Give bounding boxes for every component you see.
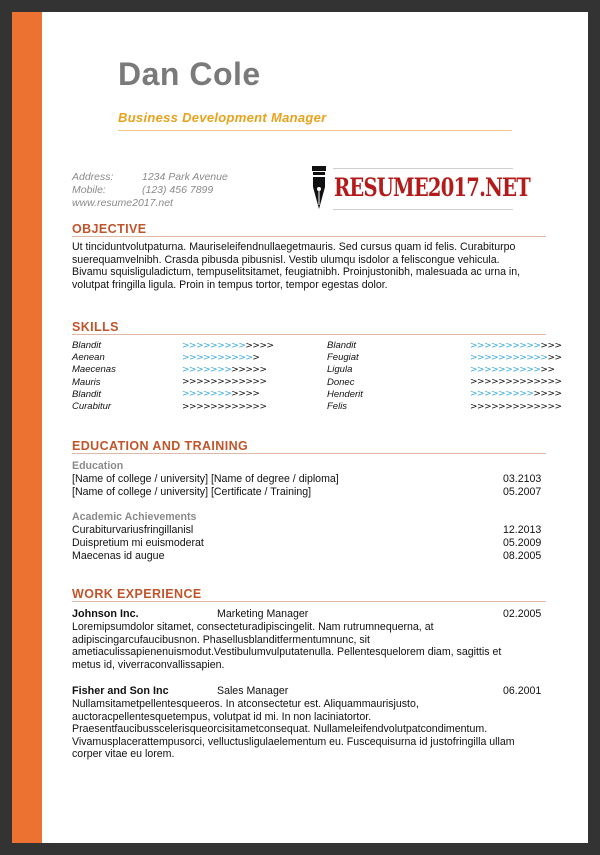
education-divider xyxy=(72,453,546,454)
candidate-name: Dan Cole xyxy=(118,56,261,92)
job-date: 06.2001 xyxy=(503,685,542,697)
objective-line: suerequamvelnibh. Crasda pibusda pibusnisl. Vestib ulumqu isdolor a feliscongue vehicula. xyxy=(72,253,500,266)
achievement-date: 05.2009 xyxy=(503,537,542,549)
job-company: Johnson Inc. xyxy=(72,608,139,620)
achievement-entry: Curabiturvariusfringillanisl xyxy=(72,524,194,536)
skill-level-arrows: >>>>>>>>>>>> xyxy=(470,364,555,375)
logo-text: RESUME2017.NET xyxy=(334,173,530,202)
objective-divider xyxy=(72,236,546,237)
job-description-line: corper vitae eu lorem. xyxy=(72,748,175,760)
work-divider xyxy=(72,601,546,602)
frame-left-border xyxy=(0,0,12,855)
skills-divider xyxy=(72,334,546,335)
education-entry-date: 05.2007 xyxy=(503,486,542,498)
frame-top-border xyxy=(0,0,600,12)
objective-line: Bivamu squisliguladictum, tempuselitsitamet, feugiatnibh. Proinjustonibh, malesuada ac urna in, xyxy=(72,266,521,278)
contact-mobile-label: Mobile: xyxy=(72,184,106,196)
education-entry-date: 03.2103 xyxy=(503,473,542,485)
objective-line: volutpat fringilla ligula. Proin in tempus tortor, tempor egestas dolor. xyxy=(72,278,388,291)
job-description-line: metus id, viverraconvallissapien. xyxy=(72,658,225,671)
logo-bottom-rule xyxy=(333,209,513,210)
skill-name: Aenean xyxy=(72,352,105,364)
contact-mobile xyxy=(72,184,213,196)
achievement-entry: Maecenas id augue xyxy=(72,550,165,562)
education-entry: [Name of college / university] [Name of degree / diploma] xyxy=(72,473,339,485)
skill-level-arrows: >>>>>>>>>>>>> xyxy=(470,377,562,388)
objective-line: Ut tinciduntvolutpaturna. Mauriseleifendnullaegetmauris. Sed cursus quam id felis. Curabiturpo xyxy=(72,241,516,253)
resume-logo xyxy=(309,165,530,213)
skill-name: Henderit xyxy=(327,388,363,400)
frame-right-border xyxy=(588,0,600,855)
education-subheading: Education xyxy=(72,460,124,472)
fountain-pen-icon xyxy=(309,165,329,213)
skill-name: Felis xyxy=(327,401,348,412)
skill-name: Maecenas xyxy=(72,364,116,376)
skill-level-arrows: >>>>>>>>>>>>> xyxy=(470,401,562,412)
job-description-line: Loremipsumdolor sitamet, consecteturadipiscingelit. Nam rutrumnequerna, at xyxy=(72,621,434,633)
job-title: Business Development Manager xyxy=(118,110,327,125)
job-description-line: Vivamusplacerattempusorci, velluctusligulaelementum eu. Fuscequisurna id justofringilla ullam xyxy=(72,735,515,748)
skill-name: Blandit xyxy=(72,388,102,400)
skill-name: Blandit xyxy=(327,340,357,351)
job-description xyxy=(72,621,550,671)
skill-level-arrows: >>>>>>>>>>>>> xyxy=(470,389,562,400)
contact-address xyxy=(72,171,228,183)
title-divider xyxy=(118,130,512,131)
logo-top-rule xyxy=(333,168,513,169)
work-heading: WORK EXPERIENCE xyxy=(72,587,202,601)
skill-name: Ligula xyxy=(327,364,353,376)
contact-address-value: 1234 Park Avenue xyxy=(142,171,228,183)
objective-heading: OBJECTIVE xyxy=(72,222,147,236)
job-date: 02.2005 xyxy=(503,608,542,620)
skill-level-arrows: >>>>>>>>>>> xyxy=(182,352,260,363)
job-company: Fisher and Son Inc xyxy=(72,685,169,697)
orange-side-stripe xyxy=(12,12,42,843)
job-description-line: adipiscingarcufaucibusnon. Phasellusblanditfermentumnunc, sit xyxy=(72,633,370,646)
skill-name: Donec xyxy=(327,376,355,388)
job-position: Marketing Manager xyxy=(217,608,309,620)
contact-mobile-value: (123) 456 7899 xyxy=(142,184,214,196)
skill-level-arrows: >>>>>>>>>>>> xyxy=(182,401,267,412)
skill-name: Feugiat xyxy=(327,352,359,364)
frame-bottom-border xyxy=(0,843,600,855)
objective-text xyxy=(72,241,550,291)
skill-level-arrows: >>>>>>>>>>>>> xyxy=(470,352,562,363)
job-description-line: auctoracpellentesquetempus, volutpat id mi. In non laciniatortor. xyxy=(72,710,372,723)
skill-level-arrows: >>>>>>>>>>>> xyxy=(182,364,267,375)
contact-website-value[interactable]: www.resume2017.net xyxy=(72,197,173,209)
education-entry: [Name of college / university] [Certificate / Training] xyxy=(72,486,312,498)
job-description-line: Praesentfaucibusscelerisqueorcisitametconsequat. Nullameleifendvolutpatcondimentum. xyxy=(72,723,488,735)
skill-level-arrows: >>>>>>>>>>>>> xyxy=(470,340,562,351)
contact-address-label: Address: xyxy=(72,171,114,183)
skill-level-arrows: >>>>>>>>>>>> xyxy=(182,377,267,388)
skill-name: Curabitur xyxy=(72,401,112,412)
skill-level-arrows: >>>>>>>>>>> xyxy=(182,389,260,400)
skill-name: Blandit xyxy=(72,340,102,351)
contact-website[interactable] xyxy=(72,197,173,209)
achievement-entry: Duispretium mi euismoderat xyxy=(72,537,204,549)
achievement-date: 12.2013 xyxy=(503,524,542,536)
achievement-date: 08.2005 xyxy=(503,550,542,562)
job-description-line: Nullamsitametpellentesqueeros. In atconsectetur est. Aliquammaurisjusto, xyxy=(72,698,419,710)
skill-name: Mauris xyxy=(72,376,101,388)
job-description xyxy=(72,698,550,761)
job-description-line: ametiaculissapienenuismodut.Vestibulumvulputatenulla. Pellentesquelorem diam, sagittis et xyxy=(72,646,502,658)
achievements-subheading: Academic Achievements xyxy=(72,511,197,523)
job-position: Sales Manager xyxy=(217,685,289,697)
skills-heading: SKILLS xyxy=(72,320,119,334)
skill-level-arrows: >>>>>>>>>>>>> xyxy=(182,340,274,351)
education-heading: EDUCATION AND TRAINING xyxy=(72,439,249,453)
